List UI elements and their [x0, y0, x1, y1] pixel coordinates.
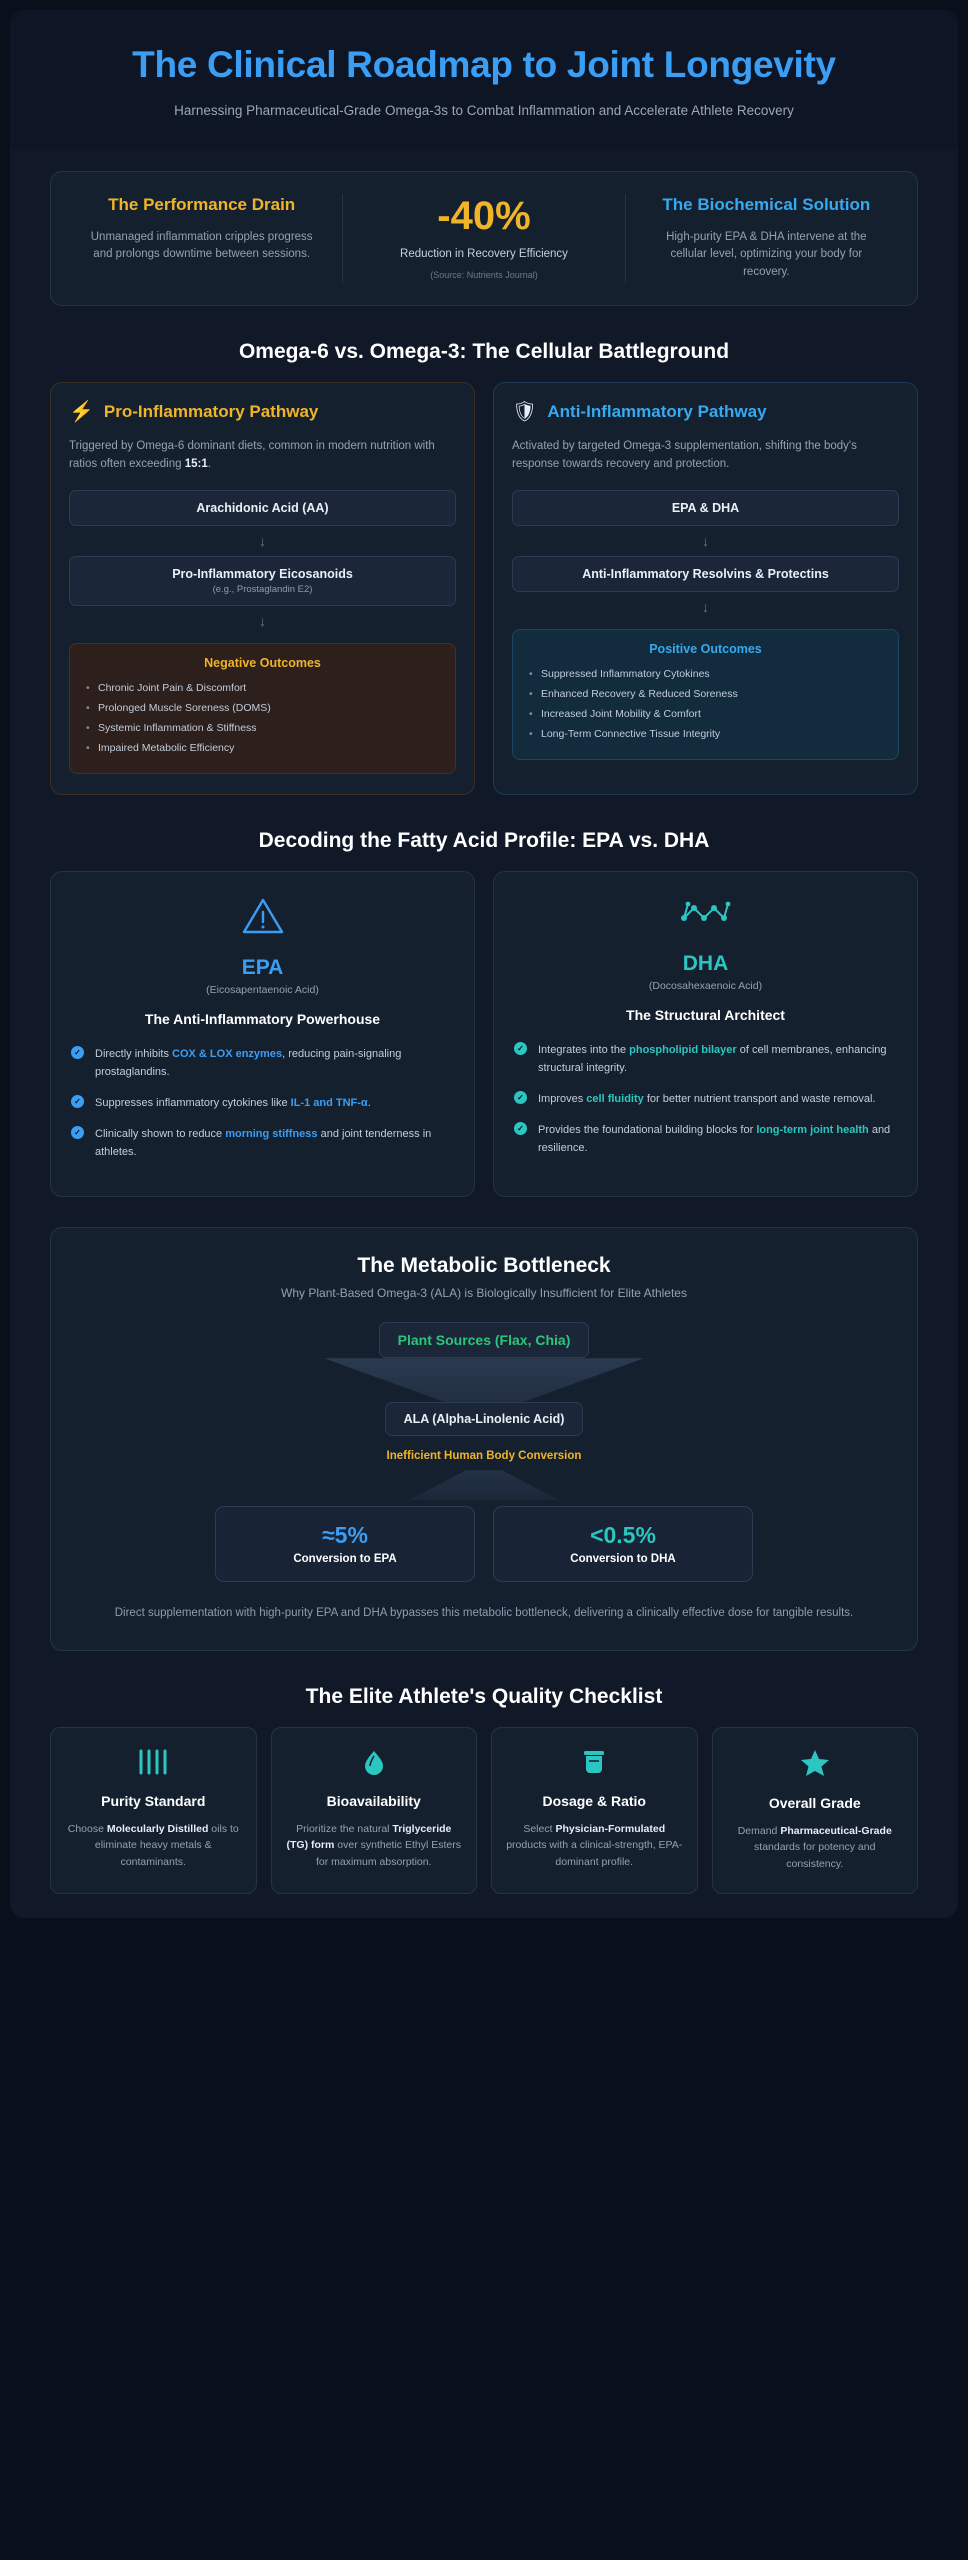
check-text: Demand Pharmaceutical-Grade standards for potency and consistency.: [737, 1824, 892, 1871]
stat-biochemical-solution: [625, 194, 907, 283]
dha-points: [514, 1041, 897, 1158]
list-item: • Long-Term Connective Tissue Integrity: [527, 725, 884, 745]
molecule-icon: [514, 896, 897, 938]
epa-dha-comparison: [10, 871, 958, 1198]
list-item: ✓ Improves cell fluidity for better nutrient transport and waste removal.: [514, 1090, 897, 1108]
conversion-label: Inefficient Human Body Conversion: [386, 1450, 582, 1463]
panel-intro-ratio: 15:1: [184, 458, 208, 471]
check-title: Bioavailability: [326, 1793, 421, 1810]
section-title-battleground: Omega-6 vs. Omega-3: The Cellular Battleground: [238, 340, 730, 364]
infographic-page: [10, 10, 958, 1918]
outcome-title: Positive Outcomes: [649, 641, 762, 656]
pro-step-2-label: Pro-Inflammatory Eicosanoids: [172, 566, 353, 581]
panel-epa: [50, 871, 475, 1198]
quality-checklist: [10, 1727, 958, 1894]
panel-anti-inflammatory: [493, 382, 918, 795]
droplet-leaf-icon: [286, 1748, 463, 1780]
list-item: • Systemic Inflammation & Stiffness: [84, 719, 441, 739]
stat-text: High-purity EPA & DHA intervene at the cellular level, optimizing your body for recovery.: [666, 230, 867, 279]
dha-full-name: (Docosahexaenoic Acid): [648, 979, 763, 992]
bars-icon: [65, 1748, 242, 1780]
arrow-down-icon: ↓: [259, 612, 266, 629]
check-icon: ✓: [514, 1091, 527, 1104]
bottleneck-subtitle: Why Plant-Based Omega-3 (ALA) is Biologically Insufficient for Elite Athletes: [281, 1286, 687, 1301]
list-item: • Chronic Joint Pain & Discomfort: [84, 679, 441, 699]
check-title: Dosage & Ratio: [542, 1793, 646, 1810]
panel-pro-inflammatory: [50, 382, 475, 795]
outcome-title: Negative Outcomes: [204, 655, 321, 670]
panel-intro-a: Triggered by Omega-6 dominant diets, common in modern nutrition with ratios often exceeding: [69, 440, 435, 471]
conversion-boxes: [81, 1506, 887, 1581]
check-title: Purity Standard: [101, 1793, 206, 1810]
beaker-icon: [506, 1748, 683, 1780]
ala-chip: ALA (Alpha-Linolenic Acid): [385, 1402, 584, 1436]
conversion-label-text: Conversion to DHA: [570, 1552, 676, 1565]
check-icon: ✓: [71, 1095, 84, 1108]
bottleneck-title: The Metabolic Bottleneck: [357, 1254, 611, 1278]
list-item: ✓ Integrates into the phospholipid bilayer of cell membranes, enhancing structural integrity.: [514, 1041, 897, 1077]
stat-value: -40%: [437, 194, 531, 239]
panel-dha: [493, 871, 918, 1198]
page-header: [10, 10, 958, 149]
list-item: ✓ Clinically shown to reduce morning stiffness and joint tenderness in athletes.: [71, 1125, 454, 1161]
lightning-icon: ⚡: [69, 401, 94, 424]
list-item: ✓ Suppresses inflammatory cytokines like IL-1 and TNF-α.: [71, 1094, 454, 1112]
check-icon: ✓: [71, 1046, 84, 1059]
page-title: The Clinical Roadmap to Joint Longevity: [132, 44, 836, 85]
section-title-profile: Decoding the Fatty Acid Profile: EPA vs. DHA: [258, 828, 710, 852]
metabolic-bottleneck-card: [50, 1227, 918, 1651]
pro-step-1: Arachidonic Acid (AA): [69, 490, 456, 526]
panel-intro: [69, 437, 456, 474]
stat-performance-drain: [61, 194, 342, 283]
pathway-comparison: [10, 382, 958, 795]
shield-icon: 🛡: [512, 401, 538, 424]
plant-sources-chip: Plant Sources (Flax, Chia): [379, 1322, 590, 1358]
check-text: Prioritize the natural Triglyceride (TG) form over synthetic Ethyl Esters for maximum absorption.: [286, 1822, 461, 1869]
list-item: ✓ Provides the foundational building blocks for long-term joint health and resilience.: [514, 1121, 897, 1157]
funnel-bottom-shape: [409, 1470, 559, 1500]
funnel-top-shape: [324, 1358, 644, 1402]
conversion-box-epa: [215, 1506, 475, 1581]
epa-full-name: (Eicosapentaenoic Acid): [206, 983, 319, 996]
conversion-value: ≈5%: [322, 1522, 368, 1549]
check-icon: ✓: [514, 1042, 527, 1055]
section-title-checklist: The Elite Athlete's Quality Checklist: [305, 1685, 663, 1709]
panel-intro-c: .: [207, 458, 211, 471]
conversion-value: <0.5%: [590, 1522, 656, 1549]
bottleneck-footer: Direct supplementation with high-purity EPA and DHA bypasses this metabolic bottleneck, delivering a clinically effective dose for tangible results.: [114, 1606, 854, 1619]
anti-step-1: EPA & DHA: [512, 490, 899, 526]
star-icon: [727, 1748, 904, 1782]
check-text: Select Physician-Formulated products with a clinical-strength, EPA-dominant profile.: [506, 1822, 683, 1869]
arrow-down-icon: ↓: [702, 532, 709, 549]
warning-triangle-icon: [71, 896, 454, 942]
stat-title: The Performance Drain: [108, 195, 296, 215]
check-dosage-ratio: [491, 1727, 698, 1894]
conversion-label-text: Conversion to EPA: [293, 1552, 397, 1565]
check-title: Overall Grade: [768, 1795, 861, 1812]
list-item: • Increased Joint Mobility & Comfort: [527, 705, 884, 725]
list-item: • Enhanced Recovery & Reduced Soreness: [527, 685, 884, 705]
top-stats-card: [50, 171, 918, 306]
stat-source: (Source: Nutrients Journal): [430, 270, 538, 281]
list-item: ✓ Directly inhibits COX & LOX enzymes, reducing pain-signaling prostaglandins.: [71, 1045, 454, 1081]
pro-step-2: [69, 556, 456, 606]
list-item: • Prolonged Muscle Soreness (DOMS): [84, 699, 441, 719]
stat-text: Unmanaged inflammation cripples progress and prolongs downtime between sessions.: [90, 230, 313, 261]
epa-tagline: The Anti-Inflammatory Powerhouse: [144, 1010, 381, 1027]
page-subtitle: Harnessing Pharmaceutical-Grade Omega-3s to Combat Inflammation and Accelerate Athlete Recovery: [174, 102, 794, 118]
positive-outcomes: [512, 629, 899, 760]
panel-title: Pro-Inflammatory Pathway: [103, 402, 319, 422]
negative-outcomes: [69, 643, 456, 774]
list-item: • Impaired Metabolic Efficiency: [84, 739, 441, 759]
check-bioavailability: [271, 1727, 478, 1894]
check-icon: ✓: [71, 1126, 84, 1139]
panel-title: Anti-Inflammatory Pathway: [547, 402, 767, 422]
dha-abbr: DHA: [682, 951, 729, 975]
stat-label: Reduction in Recovery Efficiency: [400, 248, 568, 261]
check-text: Choose Molecularly Distilled oils to eliminate heavy metals & contaminants.: [67, 1822, 239, 1869]
epa-points: [71, 1045, 454, 1162]
epa-abbr: EPA: [241, 955, 284, 979]
panel-intro: Activated by targeted Omega-3 supplementation, shifting the body's response towards recovery and protection.: [512, 440, 857, 471]
dha-tagline: The Structural Architect: [626, 1006, 785, 1023]
list-item: • Suppressed Inflammatory Cytokines: [527, 665, 884, 685]
anti-step-2: Anti-Inflammatory Resolvins & Protectins: [512, 556, 899, 592]
check-purity-standard: [50, 1727, 257, 1894]
arrow-down-icon: ↓: [702, 598, 709, 615]
pro-step-2-sub: (e.g., Prostaglandin E2): [212, 583, 313, 595]
stat-title: The Biochemical Solution: [662, 195, 871, 215]
check-overall-grade: [712, 1727, 919, 1894]
check-icon: ✓: [514, 1122, 527, 1135]
conversion-box-dha: [493, 1506, 753, 1581]
arrow-down-icon: ↓: [259, 532, 266, 549]
stat-recovery-efficiency: [342, 194, 624, 283]
